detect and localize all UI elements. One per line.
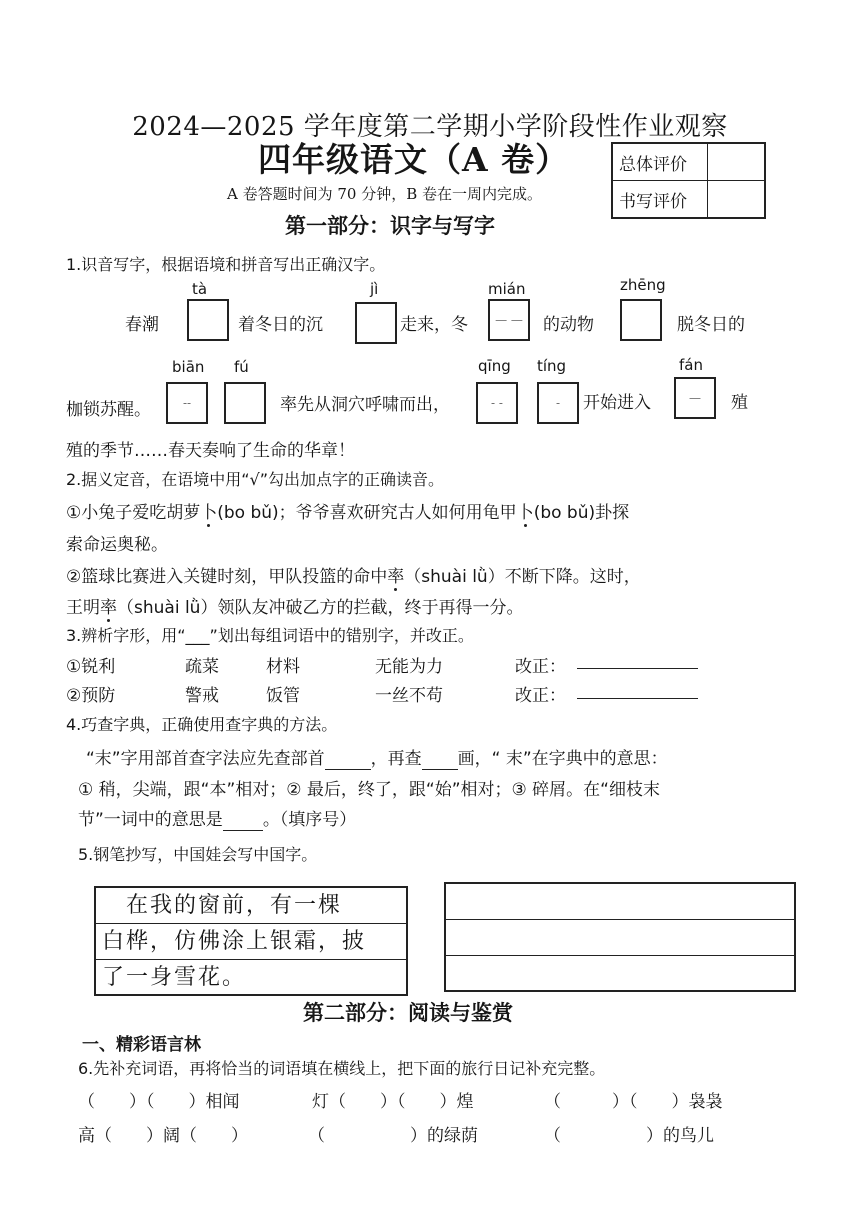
q5-prompt: 5.钢笔抄写，中国娃会写中国字。 — [78, 845, 318, 864]
q2-line1-c: (bo bǔ)卦探 — [533, 503, 630, 523]
q3-fix-label-2: 改正： — [515, 686, 566, 706]
q4-blank-radical[interactable] — [325, 749, 371, 770]
pinyin-ji: jì — [370, 280, 379, 298]
q1-prompt: 1.识音写字，根据语境和拼音写出正确汉字。 — [66, 255, 386, 274]
evaluation-table — [611, 142, 766, 219]
dotted-char-bu-2: 卜 — [516, 503, 534, 523]
part2-title: 第二部分：阅读与鉴赏 — [303, 1000, 513, 1025]
answer-box-zheng[interactable] — [620, 299, 662, 341]
q3-row1-w3: 材料 — [266, 657, 300, 677]
q2-line3 — [66, 593, 523, 618]
eval-writing-label: 书写评价 — [612, 181, 708, 219]
q4-blank-meaning[interactable] — [223, 810, 263, 831]
q2-line1-b: (bo bǔ)；爷爷喜欢研究古人如何用龟甲 — [217, 503, 517, 523]
part1-title: 第一部分：识字与写字 — [285, 213, 495, 238]
pinyin-ta: tà — [192, 280, 208, 298]
q1-seg-1: 春潮 — [125, 315, 159, 335]
eval-writing-cell[interactable] — [708, 181, 766, 219]
answer-box-bian[interactable]: -- — [166, 382, 208, 424]
answer-box-ting[interactable]: - — [537, 382, 579, 424]
copy-answer-row[interactable] — [446, 884, 794, 920]
q6-row1-item3[interactable]: （ ）（ ）袅袅 — [544, 1092, 723, 1112]
q1-seg-6: 枷锁苏醒。 — [66, 400, 151, 420]
pinyin-zheng: zhēng — [620, 276, 666, 294]
q3-fix-line-2[interactable] — [577, 698, 698, 699]
eval-overall-label: 总体评价 — [612, 143, 708, 181]
q4-line1-b: ，再查 — [370, 749, 422, 769]
q4-blank-strokes[interactable] — [422, 749, 458, 770]
pinyin-qing: qīng — [478, 357, 511, 375]
answer-box-mian[interactable]: — — — [488, 299, 530, 341]
time-info: A 卷答题时间为 70 分钟，B 卷在一周内完成。 — [227, 185, 543, 203]
q3-row2-w2: 警戒 — [185, 686, 219, 706]
q2-line2-b: （shuài lǜ）不断下降。这时， — [404, 567, 641, 587]
copy-answer-row[interactable] — [446, 920, 794, 956]
answer-box-fan[interactable]: — — [674, 377, 716, 419]
q3-fix-line-1[interactable] — [577, 668, 698, 669]
q4-line3-b: 。（填序号） — [262, 810, 357, 830]
q4-line1-a: “末”字用部首查字法应先查部首 — [86, 749, 325, 769]
q1-seg-8: 开始进入 — [583, 393, 651, 413]
q3-row2-w3: 饭管 — [266, 686, 300, 706]
q3-row2-w1: ②预防 — [66, 686, 116, 706]
q2-line1-d: 索命运奥秘。 — [66, 535, 168, 555]
copy-source-grid — [94, 886, 408, 996]
q6-row1-item1[interactable]: （ ）（ ）相闻 — [78, 1092, 240, 1112]
q4-line2: ① 稍，尖端，跟“本”相对；② 最后，终了，跟“始”相对；③ 碎屑。在“细枝末 — [78, 780, 660, 800]
q1-seg-4: 的动物 — [543, 315, 594, 335]
q6-prompt: 6.先补充词语，再将恰当的词语填在横线上，把下面的旅行日记补充完整。 — [78, 1059, 606, 1078]
q3-row2-w4: 一丝不苟 — [375, 686, 443, 706]
q3-row1-w4: 无能为力 — [375, 657, 443, 677]
q2-prompt: 2.据义定音，在语境中用“√”勾出加点字的正确读音。 — [66, 470, 445, 489]
q3-prompt: 3.辨析字形，用“___”划出每组词语中的错别字，并改正。 — [66, 626, 474, 645]
section-heading: 一、精彩语言林 — [82, 1035, 201, 1055]
dotted-char-bu-1: 卜 — [200, 503, 218, 523]
q6-row2-item2[interactable]: （ ）的绿荫 — [308, 1126, 478, 1146]
q1-seg-10: 殖的季节……春天奏响了生命的华章！ — [66, 441, 355, 461]
q6-row2-item3[interactable]: （ ）的鸟儿 — [544, 1126, 714, 1146]
q4-line1-c: 画，“ 末”在字典中的意思： — [457, 749, 668, 769]
q4-line3-a: 节”一词中的意思是 — [78, 810, 223, 830]
q1-seg-5: 脱冬日的 — [677, 315, 745, 335]
pinyin-bian: biān — [172, 358, 205, 376]
q3-fix-label-1: 改正： — [515, 657, 566, 677]
answer-box-fu[interactable] — [224, 382, 266, 424]
answer-box-qing[interactable]: - - — [476, 382, 518, 424]
q2-line2-d: （shuài lǜ）领队友冲破乙方的拦截，终于再得一分。 — [117, 598, 524, 618]
q6-row2-item1[interactable]: 高（ ）阔（ ） — [78, 1126, 248, 1146]
q1-seg-7: 率先从洞穴呼啸而出， — [280, 395, 450, 415]
q3-row1-w1: ①锐利 — [66, 657, 116, 677]
q2-line1-a: ①小兔子爱吃胡萝 — [66, 503, 201, 523]
dotted-char-lv-2: 率 — [100, 598, 117, 618]
q4-line3 — [78, 805, 356, 831]
copy-source-row: 在我的窗前，有一棵 — [96, 888, 406, 924]
q2-line2-a: ②篮球比赛进入关键时刻，甲队投篮的命中 — [66, 567, 388, 587]
copy-source-row: 白桦，仿佛涂上银霜，披 — [96, 924, 406, 960]
q3-row1-w2: 疏菜 — [185, 657, 219, 677]
copy-answer-grid[interactable] — [444, 882, 796, 992]
copy-source-row: 了一身雪花。 — [102, 965, 247, 990]
q1-seg-9: 殖 — [731, 393, 748, 413]
pinyin-fan: fán — [679, 356, 703, 374]
dotted-char-lv-1: 率 — [387, 567, 405, 587]
q1-seg-3: 走来，冬 — [400, 315, 468, 335]
pinyin-fu: fú — [234, 358, 249, 376]
worksheet-title: 2024—2025 学年度第二学期小学阶段性作业观察 — [132, 112, 728, 142]
q2-line2 — [66, 562, 641, 587]
q1-seg-2: 着冬日的沉 — [238, 315, 323, 335]
pinyin-ting: tíng — [537, 357, 567, 375]
worksheet-subtitle: 四年级语文（A 卷） — [258, 140, 570, 179]
answer-box-ta[interactable] — [187, 299, 229, 341]
eval-overall-cell[interactable] — [708, 143, 766, 181]
copy-answer-row[interactable] — [446, 956, 794, 992]
q2-line2-c: 王明 — [66, 598, 100, 618]
answer-box-ji[interactable] — [355, 302, 397, 344]
q6-row1-item2[interactable]: 灯（ ）（ ）煌 — [312, 1092, 474, 1112]
pinyin-mian: mián — [488, 280, 526, 298]
q4-prompt: 4.巧查字典，正确使用查字典的方法。 — [66, 715, 338, 734]
q2-line1 — [66, 498, 629, 523]
q4-line1 — [86, 744, 668, 770]
